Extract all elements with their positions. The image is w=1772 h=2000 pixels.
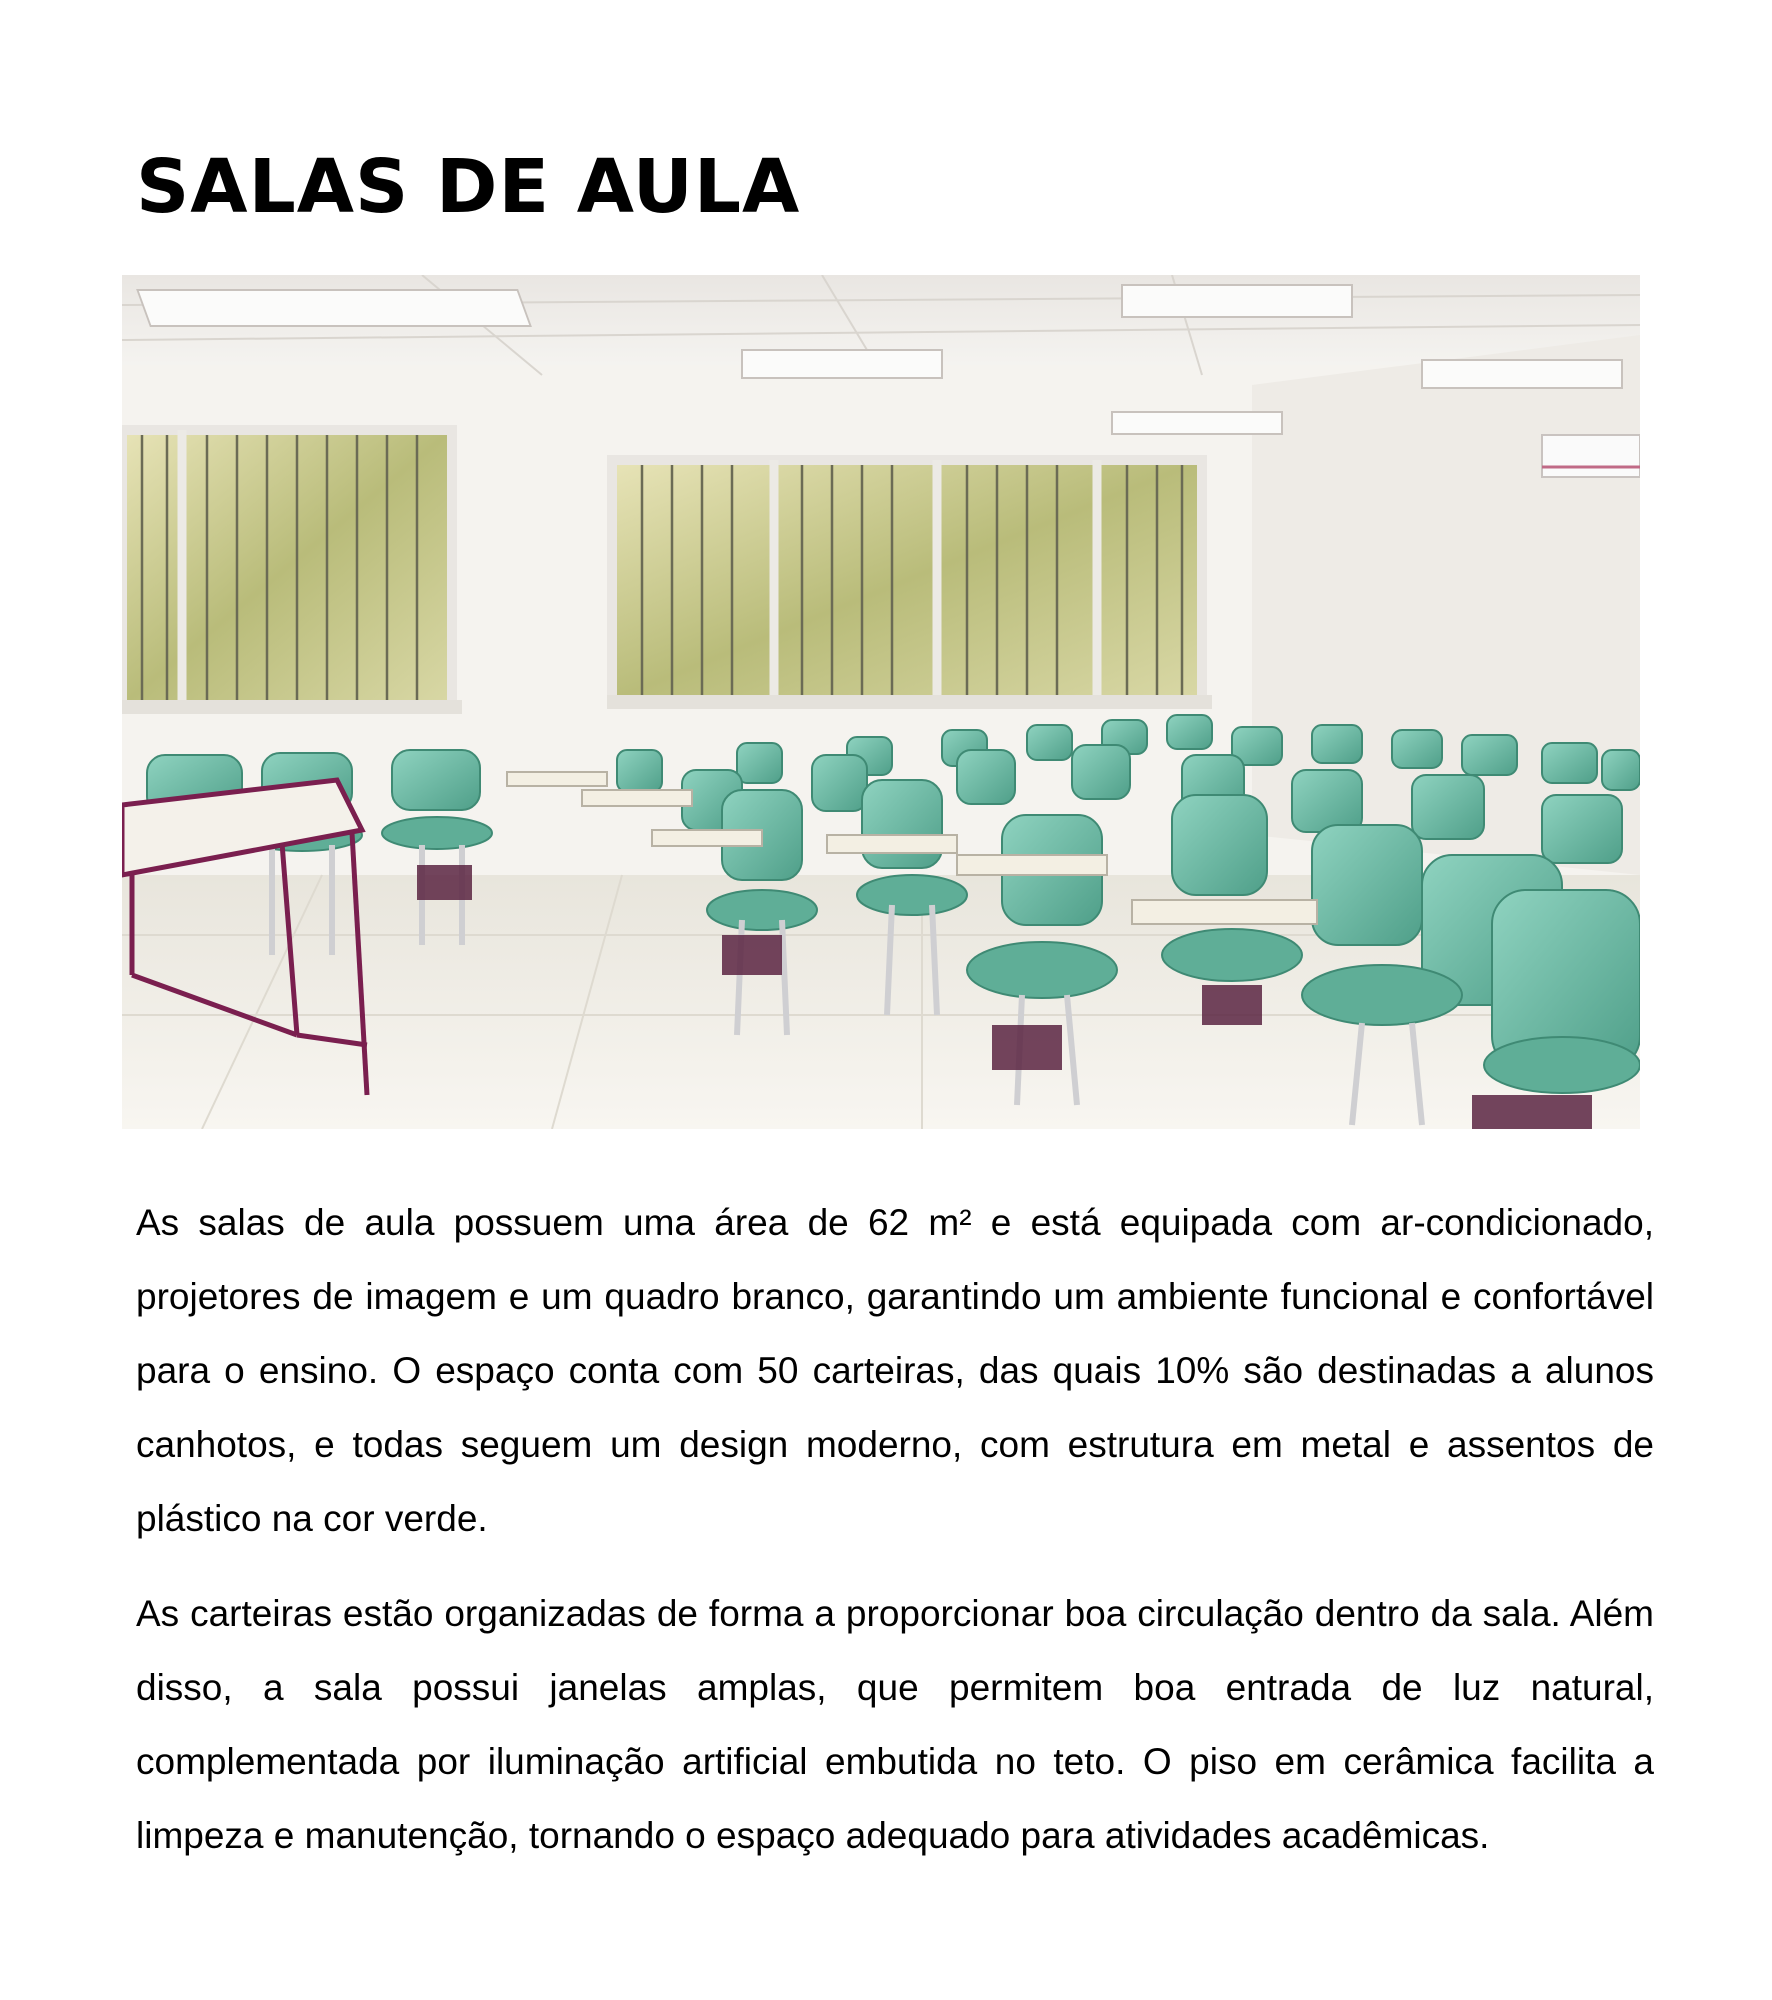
paragraph-1: As salas de aula possuem uma área de 62 m² e está equipada com ar-condicionado, projetores de imagem e um quadro branco, garantindo um ambiente funcional e confortável para o ensino. O espaço conta com 50 carteiras, das quais 10% são destinadas a alunos canhotos, e todas seguem um design moderno, com estrutura em metal e assentos de plástico na cor verde. (136, 1202, 1654, 1539)
page-title: SALAS DE AULA (136, 144, 801, 230)
classroom-photo (122, 275, 1640, 1129)
paragraph-2: As carteiras estão organizadas de forma a proporcionar boa circulação dentro da sala. Além disso, a sala possui janelas amplas, que permitem boa entrada de luz natural, complementada por iluminação artificial embutida no teto. O piso em cerâmica facilita a limpeza e manutenção, tornando o espaço adequado para atividades acadêmicas. (136, 1593, 1654, 1856)
body-text (136, 1186, 1654, 1894)
